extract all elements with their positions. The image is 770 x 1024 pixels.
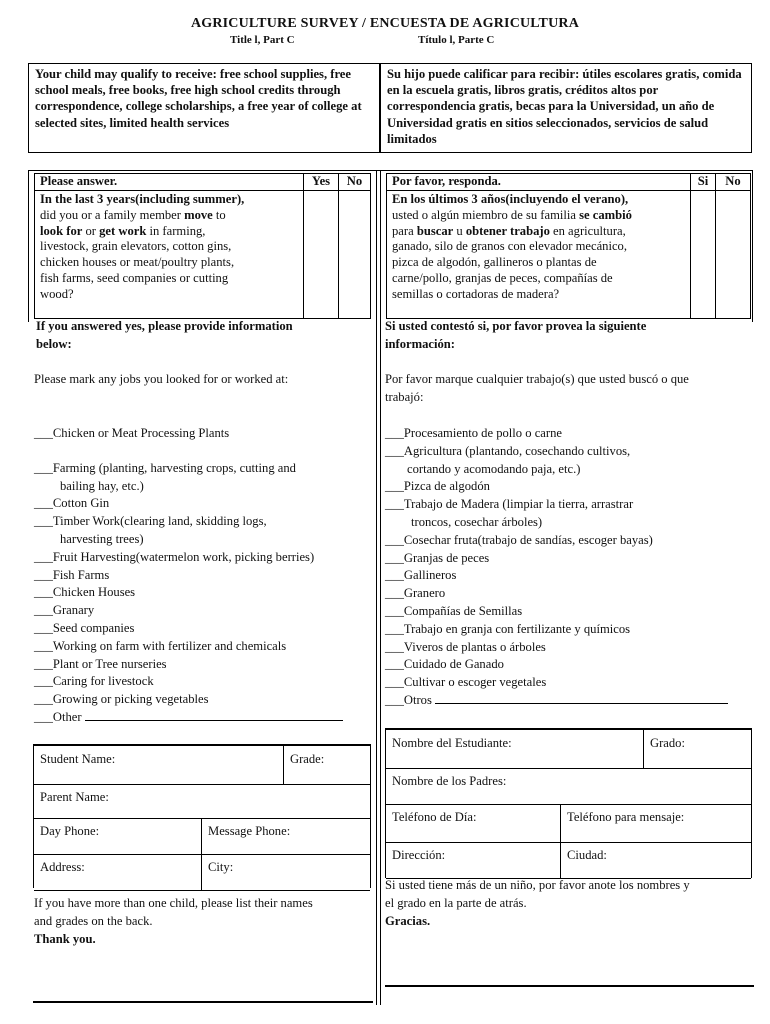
migration-question-es: En los últimos 3 años(incluyendo el verano), usted o algún miembro de su familia se cambió para buscar u obtener trabajo en agricultura, ganado, silo de granos con elevador mecánico, pizca de algodón, gallineros o plantas de carne/pollo, granjas de peces, compañías de semillas o cortadoras de madera? xyxy=(392,192,632,301)
job-chicken-meat[interactable]: ___Chicken or Meat Processing Plants xyxy=(34,426,230,440)
bottom-rule-es xyxy=(385,985,754,987)
question-box-en xyxy=(34,173,371,319)
bottom-rule-en xyxy=(33,1001,373,1003)
otros-blank[interactable] xyxy=(435,703,728,704)
job-seed[interactable]: ___Seed companies xyxy=(34,620,135,635)
job-viveros[interactable]: ___Viveros de plantas o árboles xyxy=(385,639,546,654)
address-field[interactable]: Address: xyxy=(34,854,202,890)
other-blank[interactable] xyxy=(85,720,343,721)
job-vegetables[interactable]: ___Growing or picking vegetables xyxy=(34,692,209,707)
closing-note-es: Si usted tiene más de un niño, por favor anote los nombres y el grado en la parte de atrás. Gracias. xyxy=(385,877,690,930)
question-box-es xyxy=(386,173,751,319)
left-outer-border xyxy=(28,170,29,322)
job-granero[interactable]: ___Granero xyxy=(385,586,446,601)
job-granary[interactable]: ___Granary xyxy=(34,603,95,618)
job-livestock[interactable]: ___Caring for livestock xyxy=(34,674,154,689)
no-answer-cell-es[interactable] xyxy=(718,193,748,317)
job-vegetales[interactable]: ___Cultivar o escoger vegetales xyxy=(385,675,547,690)
nombre-estudiante-field[interactable]: Nombre del Estudiante: xyxy=(386,730,644,768)
please-answer-label: Please answer. xyxy=(40,174,118,188)
job-fish-farms[interactable]: ___Fish Farms xyxy=(34,567,110,582)
subtitle-es: Título l, Parte C xyxy=(418,34,495,46)
por-favor-label: Por favor, responda. xyxy=(392,174,501,188)
grado-field[interactable]: Grado: xyxy=(650,736,685,750)
no-answer-cell[interactable] xyxy=(341,193,368,317)
job-pollo[interactable]: ___Procesamiento de pollo o carne xyxy=(385,426,562,440)
contact-form-es xyxy=(385,728,752,878)
column-divider-left xyxy=(376,170,377,1005)
grade-field[interactable]: Grade: xyxy=(290,752,325,766)
si-header: Si xyxy=(697,174,709,188)
city-field[interactable]: City: xyxy=(208,860,234,874)
page-title: AGRICULTURE SURVEY / ENCUESTA DE AGRICULTURA xyxy=(190,16,580,31)
telefono-mensaje-field[interactable]: Teléfono para mensaje: xyxy=(567,810,685,824)
closing-note-en: If you have more than one child, please list their names and grades on the back. Thank you. xyxy=(34,895,313,948)
top-border xyxy=(28,170,753,171)
column-divider-right xyxy=(380,170,381,1005)
gracias: Gracias. xyxy=(385,913,431,928)
no-header-es: No xyxy=(725,174,741,188)
right-outer-border xyxy=(752,170,753,322)
si-answer-cell[interactable] xyxy=(693,193,713,317)
job-other[interactable]: ___Other xyxy=(34,709,343,727)
followup-instruction-en: If you answered yes, please provide information below: xyxy=(36,319,293,351)
message-phone-field[interactable]: Message Phone: xyxy=(208,824,291,838)
subtitle-en: Title l, Part C xyxy=(230,34,295,46)
job-semillas[interactable]: ___Compañías de Semillas xyxy=(385,603,523,618)
job-list-en: ___Chicken or Meat Processing Plants ___Farming (planting, harvesting crops, cutting and bailing hay, etc.) ___Cotton Gin ___Timber Work(clearing land, skidding logs, harvesting trees) ___Fruit Harvesting(watermelon work, picking berries) ___Fish Farms ___Chicken Houses ___Granary ___Seed companies ___Working on farm with fertilizer and chemicals ___Plant or Tree nurseries ___Caring for livestock ___Growing or picking vegetables ___Other xyxy=(34,425,343,727)
job-fruit[interactable]: ___Fruit Harvesting(watermelon work, picking berries) xyxy=(34,549,315,564)
intro-benefits-es: Su hijo puede calificar para recibir: útiles escolares gratis, comida en la escuela gratis, libros gratis, créditos altos por correspondencia gratis, becas para la Universidad, un año de Universidad gratis en sitios seleccionados, servicios de salud limitados xyxy=(380,63,752,153)
job-farming[interactable]: ___Farming (planting, harvesting crops, cutting and xyxy=(34,460,296,475)
telefono-dia-field[interactable]: Teléfono de Día: xyxy=(386,804,561,842)
student-name-field[interactable]: Student Name: xyxy=(34,746,284,784)
parent-name-field[interactable]: Parent Name: xyxy=(40,790,109,804)
job-fertilizante[interactable]: ___Trabajo en granja con fertilizante y químicos xyxy=(385,621,631,636)
job-fertilizer[interactable]: ___Working on farm with fertilizer and chemicals xyxy=(34,638,287,653)
job-agricultura[interactable]: ___Agricultura (plantando, cosechando cultivos, xyxy=(385,443,631,458)
migration-question-en: In the last 3 years(including summer), did you or a family member move to look for or get work in farming, livestock, grain elevators, cotton gins, chicken houses or meat/poultry plants, fish farms, seed companies or cutting wood? xyxy=(40,192,245,301)
job-otros[interactable]: ___Otros xyxy=(385,692,728,710)
no-header: No xyxy=(346,174,363,188)
followup-instruction-es: Si usted contestó si, por favor provea la siguiente información: xyxy=(385,319,647,351)
job-madera[interactable]: ___Trabajo de Madera (limpiar la tierra, arrastrar xyxy=(385,497,634,512)
job-gallineros[interactable]: ___Gallineros xyxy=(385,568,457,583)
job-peces[interactable]: ___Granjas de peces xyxy=(385,550,490,565)
contact-form-en xyxy=(33,744,371,888)
day-phone-field[interactable]: Day Phone: xyxy=(34,818,202,854)
thank-you: Thank you. xyxy=(34,931,96,946)
job-timber[interactable]: ___Timber Work(clearing land, skidding logs, xyxy=(34,514,267,529)
job-nurseries[interactable]: ___Plant or Tree nurseries xyxy=(34,656,167,671)
nombre-padres-field[interactable]: Nombre de los Padres: xyxy=(392,774,507,788)
job-list-es: ___Procesamiento de pollo o carne ___Agricultura (plantando, cosechando cultivos, cortando y acomodando paja, etc.) ___Pizca de algodón ___Trabajo de Madera (limpiar la tierra, arrastrar troncos, cosechar árboles) ___Cosechar fruta(trabajo de sandías, escoger bayas) ___Granjas de peces ___Gallineros ___Granero ___Compañías de Semillas ___Trabajo en granja con fertilizante y químicos ___Viveros de plantas o árboles ___Cuidado de Ganado ___Cultivar o escoger vegetales ___Otros xyxy=(385,425,728,710)
job-ganado[interactable]: ___Cuidado de Ganado xyxy=(385,657,504,672)
mark-jobs-instruction-en: Please mark any jobs you looked for or worked at: xyxy=(34,372,289,386)
job-fruta[interactable]: ___Cosechar fruta(trabajo de sandías, escoger bayas) xyxy=(385,532,653,547)
job-chicken-houses[interactable]: ___Chicken Houses xyxy=(34,585,136,600)
job-algodon[interactable]: ___Pizca de algodón xyxy=(385,479,490,494)
yes-header: Yes xyxy=(311,174,331,188)
job-cotton-gin[interactable]: ___Cotton Gin xyxy=(34,496,110,511)
mark-jobs-instruction-es: Por favor marque cualquier trabajo(s) que usted buscó o que trabajó: xyxy=(385,372,689,404)
direccion-field[interactable]: Dirección: xyxy=(386,842,561,878)
ciudad-field[interactable]: Ciudad: xyxy=(567,848,607,862)
intro-benefits-en: Your child may qualify to receive: free school supplies, free school meals, free books, free high school credits through correspondence, college scholarships, a free year of college at selected sites, limited health services xyxy=(28,63,380,153)
yes-answer-cell[interactable] xyxy=(306,193,336,317)
